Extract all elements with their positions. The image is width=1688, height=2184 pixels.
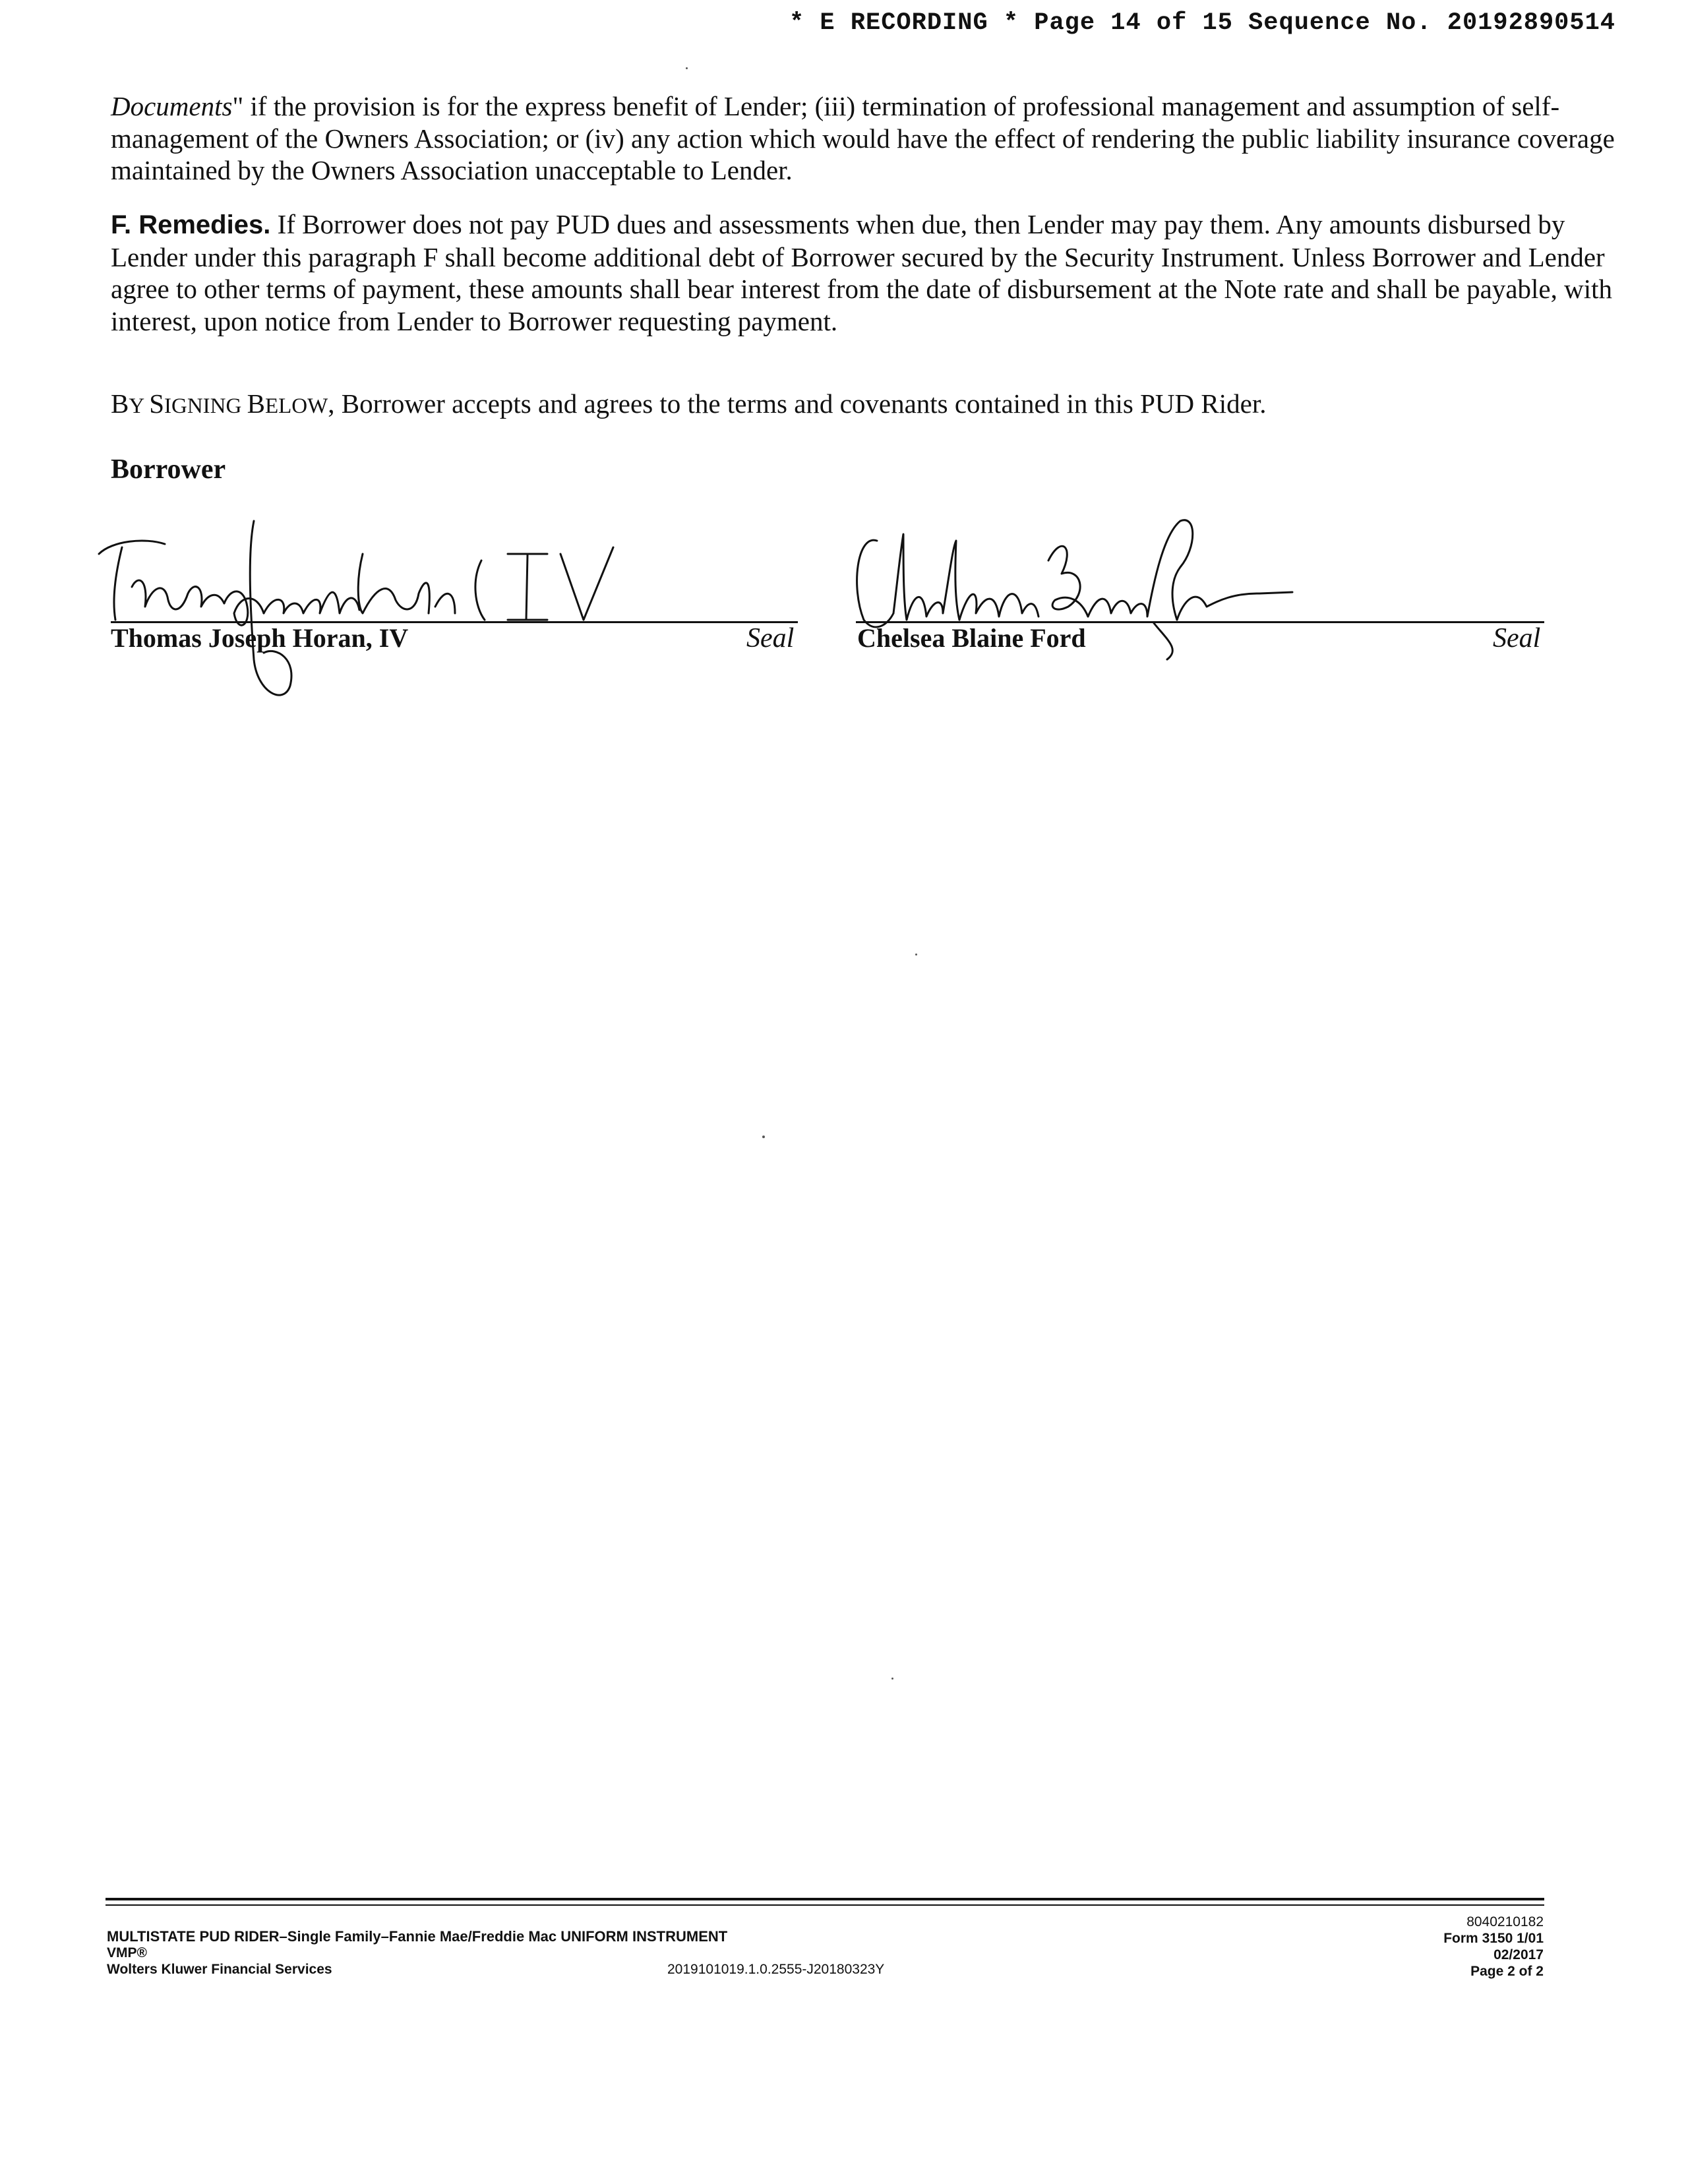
- section-heading-remedies: F. Remedies.: [111, 210, 271, 239]
- paragraph-by-signing: [111, 388, 1627, 423]
- seal-label: Seal: [1493, 623, 1541, 653]
- small-caps-part: B: [111, 388, 129, 419]
- footer-form-info: [107, 1928, 727, 1978]
- paragraph-text: If Borrower does not pay PUD dues and assessments when due, then Lender may pay them. Any amounts disbursed by Lender under this paragraph F shall become additional debt of Borrower secured by the Security Instrument. Unless Borrower and Lender agree to other terms of payment, these amounts shall bear interest from the date of disbursement at the Note rate and shall be payable, with interest, upon notice from Lender to Borrower requesting payment.: [111, 209, 1613, 336]
- small-caps-part: ELOW: [264, 394, 328, 418]
- footer-publisher: Wolters Kluwer Financial Services: [107, 1962, 332, 1977]
- signer-name: Chelsea Blaine Ford: [857, 623, 1086, 653]
- footer-rule: [106, 1898, 1544, 1900]
- footer-page: Page 2 of 2: [1470, 1964, 1544, 1979]
- footer-vmp: VMP®: [107, 1945, 147, 1960]
- footer-loan-number: 8040210182: [1466, 1914, 1544, 1929]
- scan-speck: [762, 1136, 765, 1138]
- paragraph-text: " if the provision is for the express benefit of Lender; (iii) termination of professional management and assumption of self-management of the Owners Association; or (iv) any action which would have the effect of rendering the public liability insurance coverage maintained by the Owners Association unacceptable to Lender.: [111, 91, 1615, 185]
- footer-doc-code: 2019101019.1.0.2555-J20180323Y: [667, 1962, 885, 1977]
- footer-form-number: Form 3150 1/01: [1443, 1931, 1544, 1946]
- signer-name: Thomas Joseph Horan, IV: [111, 623, 409, 653]
- borrower-label: Borrower: [111, 454, 226, 485]
- documents-italic-term: Documents: [111, 91, 233, 121]
- paragraph-documents-continuation: [111, 90, 1627, 187]
- recording-stamp: * E RECORDING * Page 14 of 15 Sequence No. 20192890514: [789, 9, 1615, 37]
- paragraph-remedies: [111, 208, 1627, 337]
- footer-form-title: MULTISTATE PUD RIDER–Single Family–Fannie Mae/Freddie Mac UNIFORM INSTRUMENT: [107, 1928, 728, 1945]
- scan-speck: [686, 67, 688, 69]
- small-caps-part: B: [247, 388, 265, 419]
- small-caps-part: IGNING: [164, 394, 247, 418]
- footer-form-numbers: [1443, 1914, 1544, 1980]
- scan-speck: [915, 954, 917, 956]
- footer-revision: 02/2017: [1493, 1947, 1544, 1962]
- small-caps-part: S: [149, 388, 165, 419]
- seal-label: Seal: [746, 623, 795, 653]
- signature-thomas-horan: [86, 514, 626, 712]
- scan-speck: [891, 1678, 893, 1680]
- paragraph-text: , Borrower accepts and agrees to the terms and covenants contained in this PUD Rider.: [328, 388, 1267, 419]
- small-caps-part: Y: [129, 394, 150, 418]
- footer-rule: [106, 1904, 1544, 1906]
